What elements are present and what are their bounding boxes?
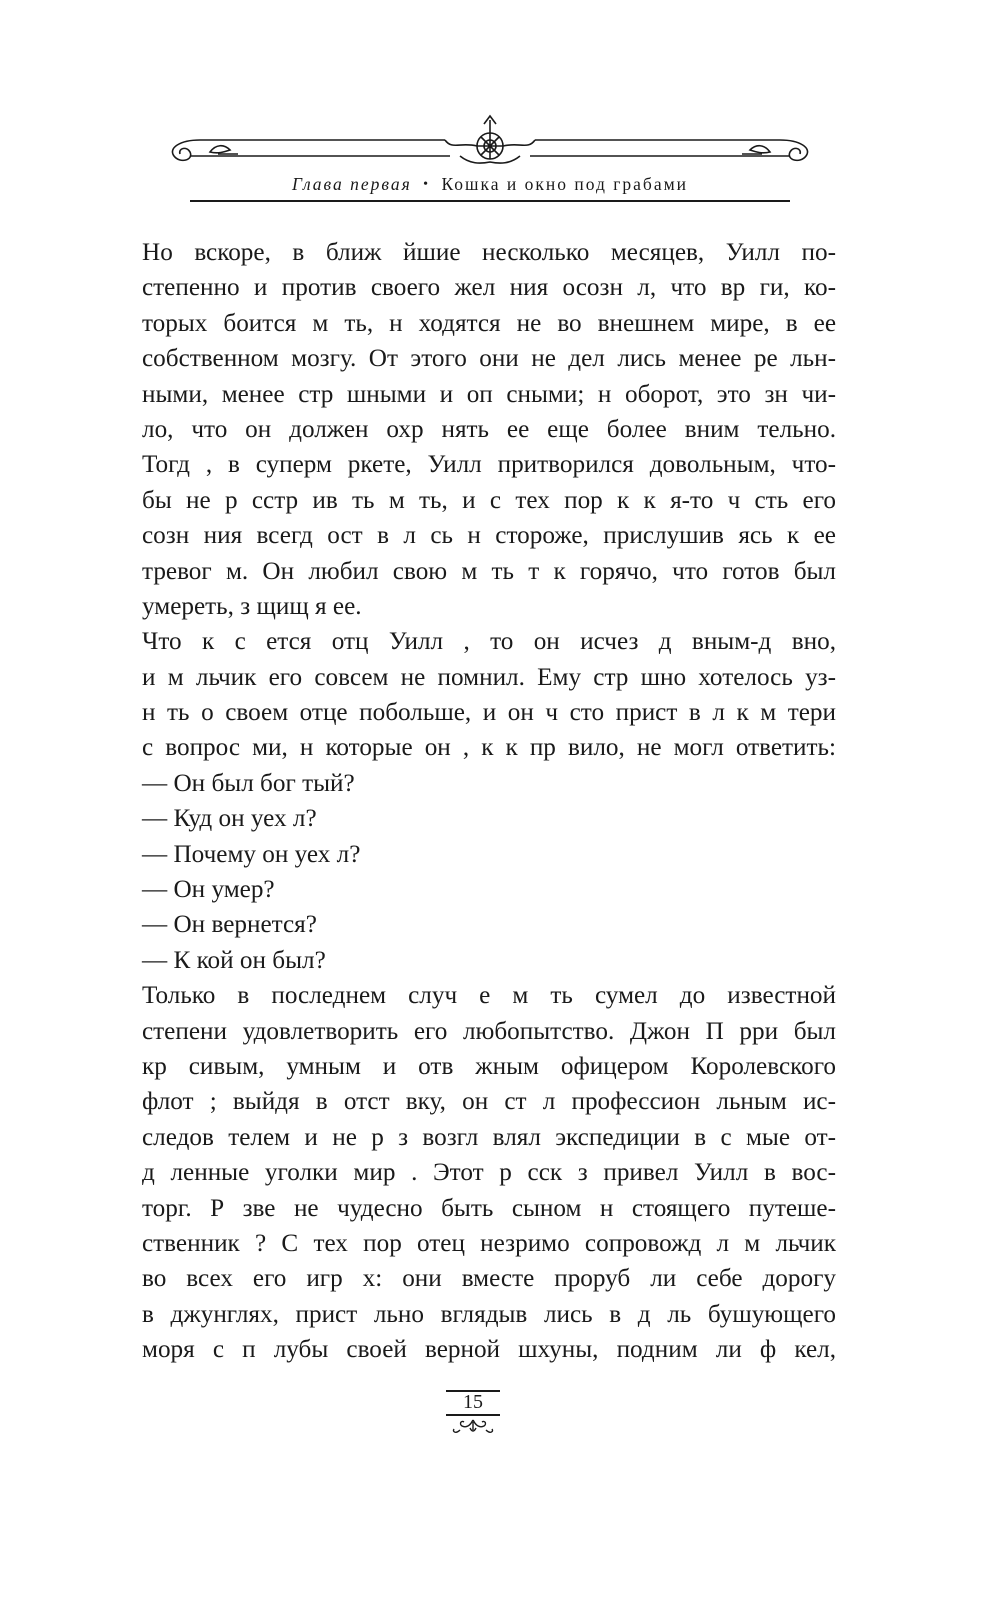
text-line: моря с п лубы своей верной шхуны, подним ли ф кел, bbox=[142, 1336, 836, 1364]
text-line: собственном мозгу. От этого они не дел лись менее ре льн- bbox=[142, 345, 836, 373]
text-line: и м льчик его совсем не помнил. Ему стр шно хотелось уз- bbox=[142, 663, 836, 691]
dialogue-line: — Куд он уех л? bbox=[142, 805, 317, 833]
text-line: степени удовлетворить его любопытство. Джон П рри был bbox=[142, 1017, 836, 1045]
text-line: торг. Р зве не чудесно быть сыном н стоящего путеше- bbox=[142, 1194, 836, 1222]
dialogue-line: — К кой он был? bbox=[142, 946, 326, 974]
text-line: Но вскоре, в ближ йшие несколько месяцев, Уилл по- bbox=[142, 239, 836, 266]
text-line: ными, менее стр шными и оп сными; н оборот, это зн чи- bbox=[142, 380, 836, 408]
dialogue-line: — Почему он уех л? bbox=[142, 840, 361, 868]
text-line: тревог м. Он любил свою м ть т к горячо, что готов был bbox=[142, 557, 836, 585]
chapter-title: Кошка и окно под грабами bbox=[441, 174, 689, 194]
text-line: флот ; выйдя в отст вку, он ст л профессион льным ис- bbox=[142, 1088, 836, 1116]
text-line: Что к с ется отц Уилл , то он исчез д вным-д вно, bbox=[142, 628, 836, 656]
chapter-label: Глава первая bbox=[291, 174, 412, 194]
text-line: степенно и против своего жел ния осозн л, что вр ги, ко- bbox=[142, 274, 836, 302]
page-number: 15 bbox=[463, 1391, 483, 1413]
text-line: бы не р сстр ив ть м ть, и с тех пор к к я-то ч сть его bbox=[142, 486, 836, 514]
folio-rule-bottom bbox=[446, 1414, 500, 1416]
dialogue-line: — Он был бог тый? bbox=[142, 769, 355, 797]
text-line: с вопрос ми, н которые он , к к пр вило, не могл ответить: bbox=[142, 734, 836, 762]
text-line: ственник ? С тех пор отец незримо сопровожд л м льчик bbox=[142, 1229, 836, 1257]
text-line: кр сивым, умным и отв жным офицером Королевского bbox=[142, 1052, 836, 1080]
header-rule bbox=[190, 200, 790, 202]
text-line: д ленные уголки мир . Этот р сск з привел Уилл в вос- bbox=[142, 1159, 836, 1187]
body-text bbox=[142, 235, 836, 1368]
bullet-separator: • bbox=[423, 177, 431, 192]
footer-ornament bbox=[446, 1418, 500, 1438]
text-line: умереть, з щищ я ее. bbox=[142, 592, 362, 620]
text-line: ло, что он должен охр нять ее еще более вним тельно. bbox=[142, 415, 836, 443]
text-line: следов телем и не р з возгл влял экспедиции в с мые от- bbox=[142, 1123, 836, 1151]
header-ornament bbox=[160, 112, 820, 182]
dialogue-line: — Он вернется? bbox=[142, 911, 317, 939]
dialogue-line: — Он умер? bbox=[142, 876, 275, 904]
text-line: созн ния всегд ост в л сь н стороже, прислушив ясь к ее bbox=[142, 522, 836, 550]
text-line: Тогд , в суперм ркете, Уилл притворился довольным, что- bbox=[142, 451, 836, 479]
running-head bbox=[190, 174, 790, 195]
text-line: во всех его игр х: они вместе проруб ли себе дорогу bbox=[142, 1265, 836, 1293]
text-line: в джунглях, прист льно вглядыв лись в д ль бушующего bbox=[142, 1300, 836, 1328]
text-line: н ть о своем отце побольше, и он ч сто прист в л к м тери bbox=[142, 699, 836, 727]
text-line: торых боится м ть, н ходятся не во внешнем мире, в ее bbox=[142, 309, 836, 337]
text-line: Только в последнем случ е м ть сумел до известной bbox=[142, 982, 836, 1010]
